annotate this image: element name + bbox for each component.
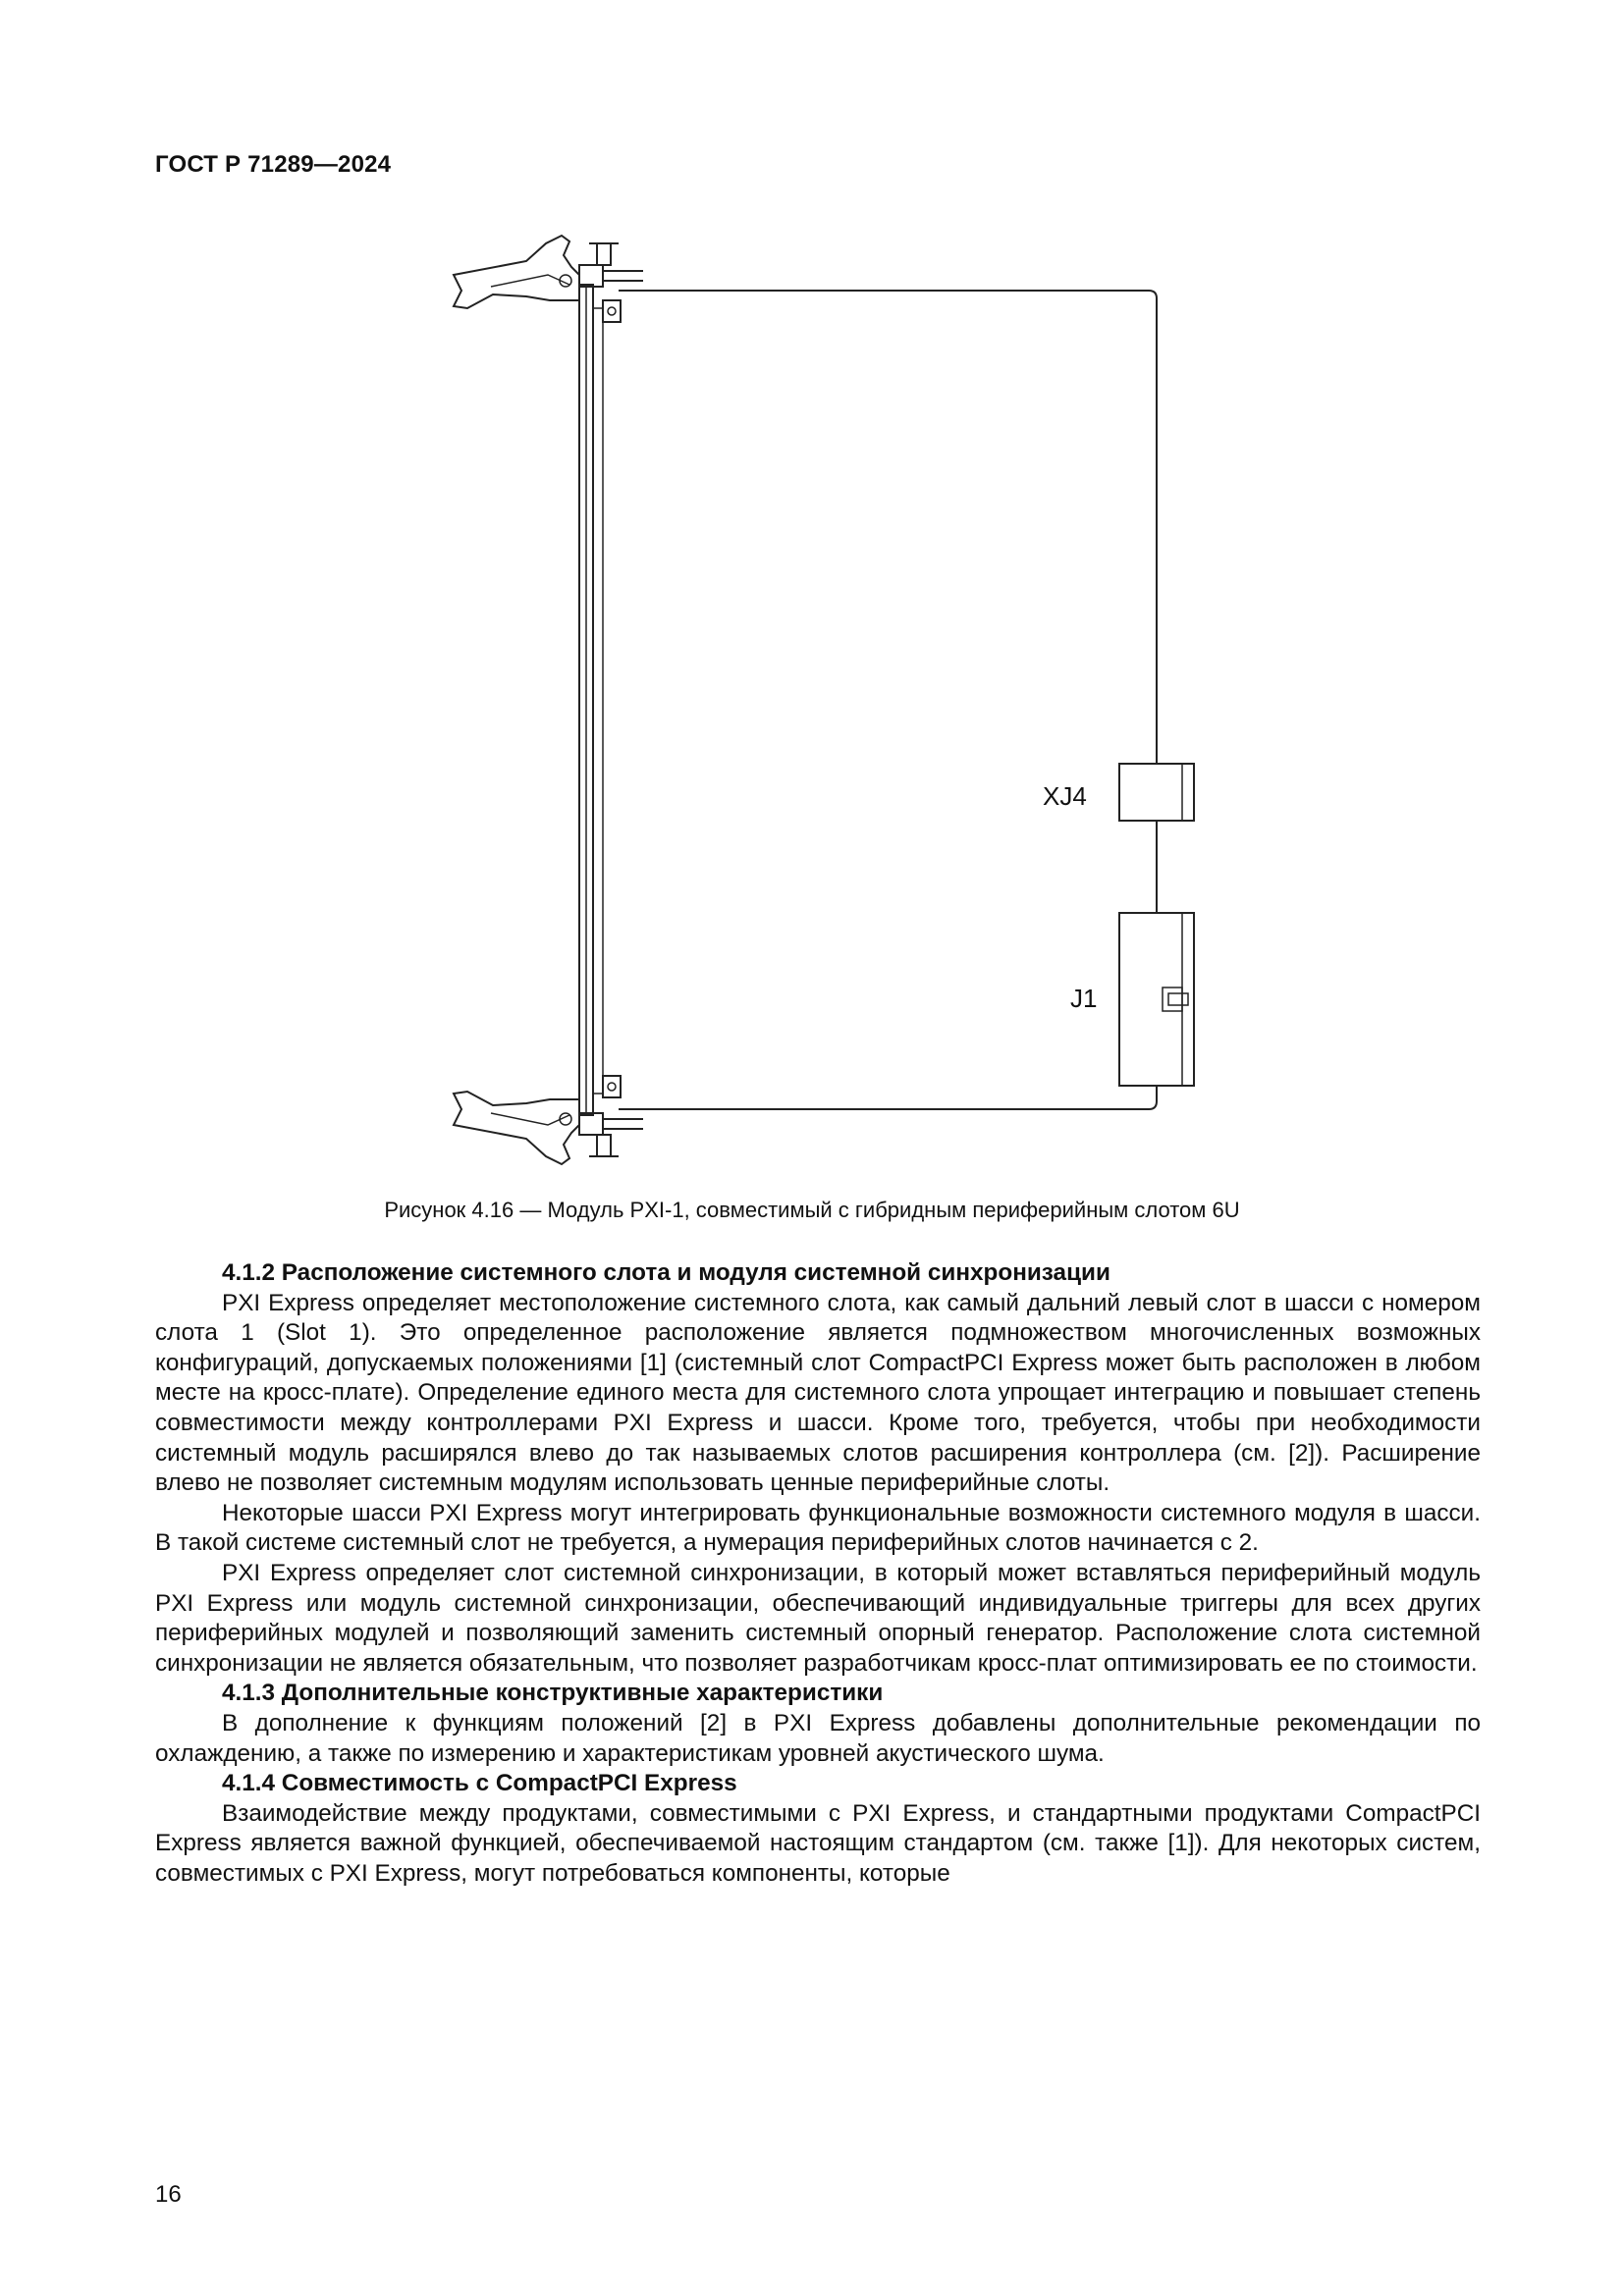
j1-label: J1 xyxy=(1070,984,1098,1013)
paragraph: PXI Express определяет слот системной синхронизации, в который может вставляться периферийный модуль PXI Express или модуль системной синхронизации, обеспечивающий индивидуальные триггеры для всех других периферийных модулей и позволяющий заменить системный опорный генератор. Расположение слота системной синхронизации не является обязательным, что позволяет разработчикам кросс-плат оптимизировать ее по стоимости. xyxy=(155,1559,1481,1677)
bottom-mount-block xyxy=(603,1076,621,1097)
page-number: 16 xyxy=(155,2181,182,2208)
section-heading: 4.1.3 Дополнительные конструктивные характеристики xyxy=(222,1680,884,1707)
bottom-ejector-handle xyxy=(454,1092,579,1164)
top-mount-block xyxy=(603,300,621,322)
section-heading: 4.1.2 Расположение системного слота и модуля системной синхронизации xyxy=(222,1259,1110,1286)
module-figure xyxy=(432,226,1218,1168)
top-ejector-handle xyxy=(454,236,579,308)
xj4-label: XJ4 xyxy=(1043,781,1087,811)
module-drawing xyxy=(432,226,1218,1168)
figure-caption: Рисунок 4.16 — Модуль PXI-1, совместимый с гибридным периферийным слотом 6U xyxy=(384,1198,1240,1222)
document-header: ГОСТ Р 71289—2024 xyxy=(155,151,392,178)
body-text xyxy=(155,1258,1481,1889)
section-heading: 4.1.4 Совместимость с CompactPCI Express xyxy=(222,1770,737,1797)
paragraph: Взаимодействие между продуктами, совместимыми с PXI Express, и стандартными продуктами CompactPCI Express является важной функцией, обеспечиваемой настоящим стандартом (см. также [1]). Для некоторых систем, совместимых с PXI Express, могут потребоваться компоненты, которые xyxy=(155,1799,1481,1887)
paragraph: PXI Express определяет местоположение системного слота, как самый дальний левый слот в шасси с номером слота 1 (Slot 1). Это определенное расположение является подмножеством многочисленных возможных конфигураций, допускаемых положениями [1] (системный слот CompactPCI Express может быть расположен в любом месте на кросс-плате). Определение единого места для системного слота упрощает интеграцию и повышает степень совместимости между контроллерами PXI Express и шасси. Кроме того, требуется, чтобы при необходимости системный модуль расширялся влево до так называемых слотов расширения контроллера (см. [2]). Расширение влево не позволяет системным модулям использовать ценные периферийные слоты. xyxy=(155,1289,1481,1497)
paragraph: В дополнение к функциям положений [2] в PXI Express добавлены дополнительные рекомендации по охлаждению, а также по измерению и характеристикам уровней акустического шума. xyxy=(155,1709,1481,1767)
paragraph: Некоторые шасси PXI Express могут интегрировать функциональные возможности системного модуля в шасси. В такой системе системный слот не требуется, а нумерация периферийных слотов начинается с 2. xyxy=(155,1499,1481,1557)
